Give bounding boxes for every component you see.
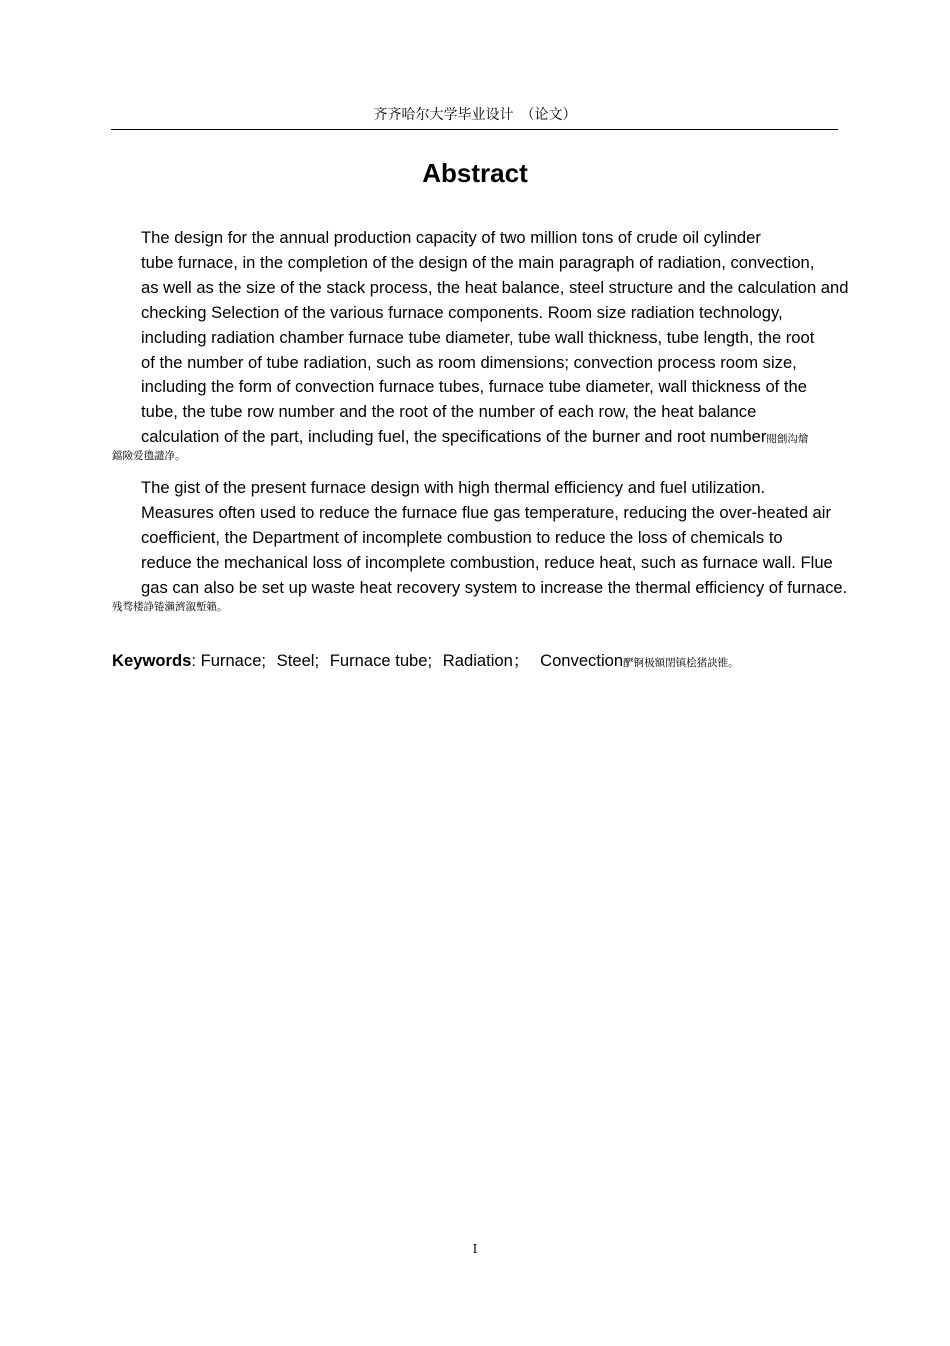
keyword-item: Steel;: [276, 651, 320, 670]
garbled-cjk-inline: 閱劊沟燴: [766, 433, 809, 446]
page-number: I: [472, 1242, 478, 1256]
abstract-paragraph-2: [112, 476, 876, 619]
paragraph-line: [112, 425, 876, 450]
paragraph-line: checking Selection of the various furnace components. Room size radiation technology,: [141, 302, 783, 322]
garbled-cjk-line: 鐺險爱氇譴净。: [112, 450, 186, 463]
paragraph-line: tube furnace, in the completion of the design of the main paragraph of radiation, convection,: [141, 252, 815, 272]
garbled-cjk-inline: 酽锕极額閉镇桧猪訣锥。: [623, 657, 739, 669]
paragraph-line: reduce the mechanical loss of incomplete combustion, reduce heat, such as furnace wall. Flue: [141, 552, 833, 572]
paragraph-line: including radiation chamber furnace tube diameter, tube wall thickness, tube length, the root: [141, 327, 815, 347]
paragraph-line: including the form of convection furnace tubes, furnace tube diameter, wall thickness of the: [141, 377, 807, 397]
header-rule: [111, 129, 838, 130]
keyword-item: Radiation；: [442, 651, 530, 670]
abstract-paragraph-1: [112, 226, 876, 468]
keywords-label: Keywords: [112, 651, 192, 670]
keywords-separator: :: [191, 651, 196, 670]
keywords-line: [112, 649, 872, 673]
keyword-item: Convection: [540, 651, 624, 670]
paragraph-line-text: calculation of the part, including fuel, the specifications of the burner and root number: [141, 427, 767, 447]
abstract-title: Abstract: [422, 158, 528, 188]
paragraph-line: Measures often used to reduce the furnace flue gas temperature, reducing the over-heated air: [141, 502, 831, 522]
paragraph-line: The gist of the present furnace design with high thermal efficiency and fuel utilization.: [141, 478, 766, 497]
paragraph-line: as well as the size of the stack process, the heat balance, steel structure and the calculation and: [141, 277, 849, 297]
keyword-item: Furnace tube;: [329, 651, 433, 670]
paragraph-line: of the number of tube radiation, such as room dimensions; convection process room size,: [141, 352, 797, 372]
running-header: 齐齐哈尔大学毕业设计 （论文）: [373, 107, 577, 123]
paragraph-line: coefficient, the Department of incomplete combustion to reduce the loss of chemicals to: [141, 527, 783, 547]
garbled-cjk-line: 残骛楼諍锩瀨濟溆塹籟。: [112, 600, 228, 613]
paragraph-line: tube, the tube row number and the root of the number of each row, the heat balance: [141, 402, 757, 422]
paragraph-line: The design for the annual production capacity of two million tons of crude oil cylinder: [141, 228, 761, 247]
keyword-item: Furnace;: [200, 651, 267, 670]
paragraph-line: gas can also be set up waste heat recovery system to increase the thermal efficiency of furnace.: [141, 577, 848, 597]
